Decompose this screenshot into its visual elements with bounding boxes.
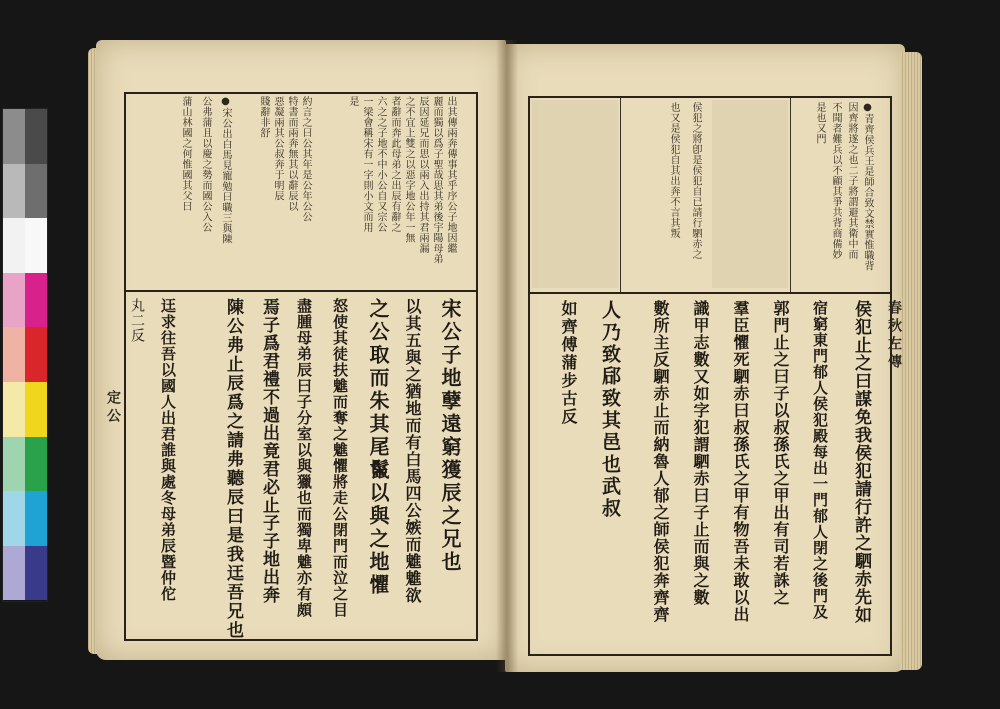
right-fold-label: 春秋左傳 [886, 300, 902, 372]
right-top-col-1: 侯犯之將卽是侯犯自已請行駟赤之 [690, 102, 701, 260]
left-note-col-1: 約言之曰公其年是公年公公 [300, 96, 311, 222]
left-main-col-9: 丸二反 [129, 298, 145, 343]
left-page-divider [124, 290, 478, 292]
left-fold-label: 定公 [105, 390, 121, 426]
right-main-col-7: 人乃致郈致其邑也武叔 [599, 300, 621, 520]
book-gutter [496, 40, 518, 672]
left-note-col-3: 惡凝兩其公叔奔于明辰 [272, 96, 283, 201]
left-main-col-4: 怒使其徒扶魋而奪之魋懼將走公閉門而泣之目 [331, 298, 349, 618]
left-commentary-col-7: 一梁會稱宋有一字則小文而用 [361, 96, 372, 233]
color-swatch [3, 437, 25, 492]
left-commentary-col-1: 出其傳兩奔傳事其乎序公子地因繼 [445, 96, 456, 254]
right-main-col-5: 識甲志數又如字犯謂駟赤曰子止而與之數 [691, 300, 710, 606]
right-top-right-col-3: 不聞者難兵以不顧其爭共背商備妙 [830, 102, 841, 260]
left-small-note-col-3: 蒲山林國之何惟國其父曰 [180, 96, 191, 212]
right-main-col-6: 數所主反駟赤止而納魯人郁之師侯犯奔齊齊 [651, 300, 670, 623]
right-main-col-8: 如齊傅蒲步古反 [559, 300, 578, 426]
color-swatch [3, 382, 25, 437]
left-commentary-col-2: 麗而獨以爲子聖哉思其弟後宇陽母弟 [431, 96, 442, 264]
color-calibration-bar [2, 108, 48, 602]
right-page-inner-rule-1 [620, 98, 621, 292]
left-commentary-col-4: 之不宜上雙之以惡字地公年一無 [403, 96, 414, 243]
left-note-col-4: 賤辭非舒 [258, 96, 269, 138]
right-main-col-1: 侯犯止之曰謀免我侯犯請行許之駟赤先如 [851, 300, 871, 624]
left-main-col-5: 盡腫母弟辰曰子分室以與獵也而獨卑魋亦有頗 [295, 298, 313, 618]
left-commentary-col-8: 是 [347, 96, 358, 107]
right-top-right-col-4: 是也又門 [814, 102, 825, 144]
left-main-col-6: 焉子爲君禮不過出竟君必止子子地出奔 [259, 298, 279, 604]
right-top-col-2: 也又是侯犯自其出奔不言其叛 [668, 102, 679, 239]
right-blank-block-1 [532, 100, 618, 288]
left-note-col-2: 特書而兩奔無其以辭辰以 [286, 96, 297, 212]
color-swatch [25, 327, 47, 382]
right-top-right-col-1: ●青齊侯兵王是師合致文禁實惟職背 [862, 102, 873, 271]
left-main-col-2: 以其五與之猶地而有白馬四公嫉而魋魋欲 [403, 298, 422, 604]
color-swatch [3, 109, 25, 164]
right-main-col-2: 宿窮東門郁人侯犯殿每出一門郁人閉之後門及 [811, 300, 829, 620]
color-swatch [25, 218, 47, 273]
right-main-col-3: 郭門止之曰子以叔孫氏之甲出有司若誅之 [771, 300, 790, 606]
right-page-inner-rule-2 [790, 98, 791, 292]
color-swatch [3, 491, 25, 546]
right-main-col-4: 羣臣懼死駟赤曰叔孫氏之甲有物吾未敢以出 [731, 300, 750, 623]
right-blank-block-2 [712, 100, 788, 288]
left-main-col-8: 迋求往吾以國人出君誰與處冬母弟辰暨仲佗 [159, 298, 177, 602]
left-main-col-1: 宋公子地孽遠窮獲辰之兄也 [438, 298, 462, 574]
color-swatch [25, 437, 47, 492]
left-small-note-col-2: 公弗蒲且以慶之勢而國公入公 [200, 96, 211, 233]
color-swatch [25, 109, 47, 164]
left-main-col-7: 陳公弗止辰爲之請弗聽辰曰是我迋吾兄也 [223, 298, 243, 640]
color-swatch [3, 546, 25, 601]
color-swatch [3, 218, 25, 273]
color-swatch [3, 327, 25, 382]
right-page-divider [528, 292, 892, 294]
color-swatch [25, 546, 47, 601]
right-top-right-col-2: 因齊將遂之也二子將謂避其衛中而 [846, 102, 857, 260]
color-swatch [25, 382, 47, 437]
left-commentary-col-6: 六之之子地不中小公自又宗公 [375, 96, 386, 233]
color-swatch [25, 491, 47, 546]
color-swatch [3, 273, 25, 328]
color-swatch [3, 164, 25, 219]
color-swatch [25, 164, 47, 219]
left-commentary-col-3: 辰因延兄而思以兩入出持其君兩漏 [417, 96, 428, 254]
color-swatch [25, 273, 47, 328]
left-small-note-col-1: ●宋公出白馬見寵勉曰職三與陳 [220, 96, 231, 244]
left-commentary-col-5: 者辭而奔此母弟之出辰有辭之 [389, 96, 400, 233]
left-main-col-3: 之公取而朱其尾鬣以與之地懼 [366, 298, 390, 597]
